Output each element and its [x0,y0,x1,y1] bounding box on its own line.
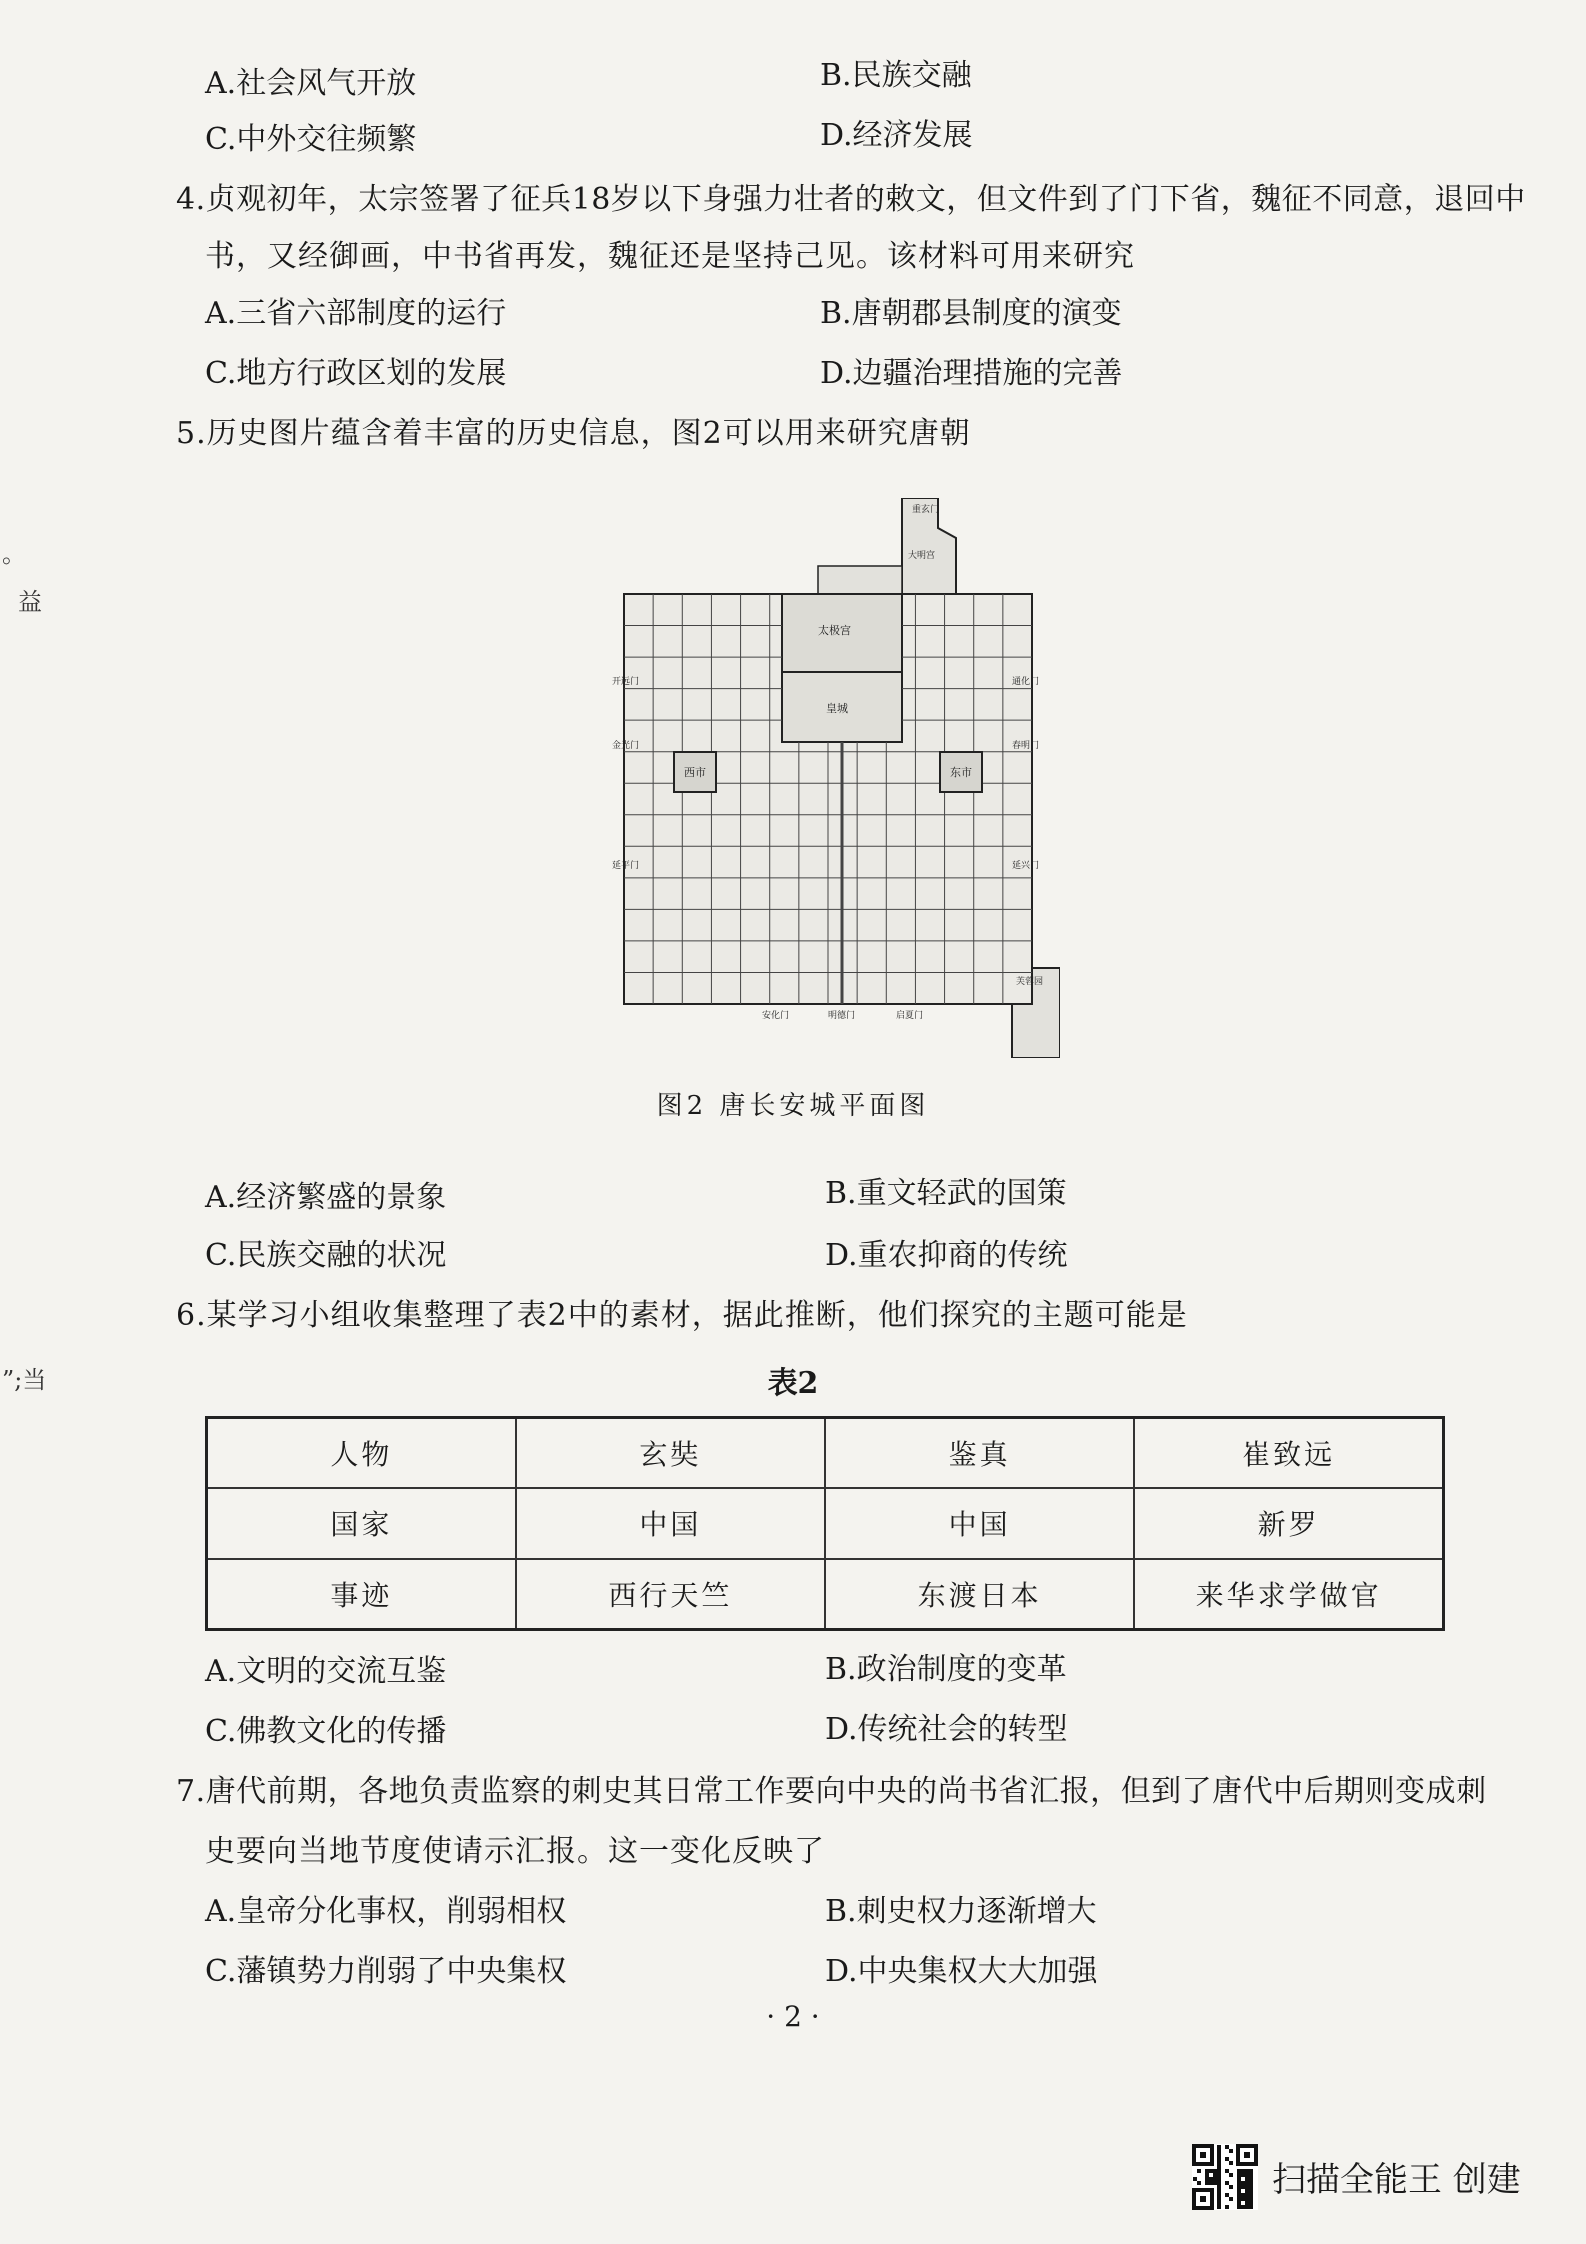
map-label: 金光门 [612,741,640,751]
q7-stem-line2: 史要向当地节度使请示汇报。这一变化反映了 [205,1834,825,1869]
map-label: 东市 [950,766,972,779]
q6-option-d: D.传统社会的转型 [825,1712,1068,1747]
table-cell: 中国 [825,1488,1134,1558]
map-label: 芙蓉园 [1016,977,1044,987]
map-label: 春明门 [1012,741,1040,751]
q4-option-b: B.唐朝郡县制度的演变 [820,296,1122,331]
q4-stem-line1: 4.贞观初年，太宗签署了征兵18岁以下身强力壮者的敕文，但文件到了门下省，魏征不同意，退回中 [176,182,1526,217]
q4-stem-line2: 书，又经御画，中书省再发，魏征还是坚持己见。该材料可用来研究 [205,239,1135,274]
table-cell: 西行天竺 [516,1559,825,1630]
map-label: 延兴门 [1012,861,1040,871]
map-label: 重玄门 [912,505,940,515]
q7-option-a: A.皇帝分化事权，削弱相权 [205,1894,567,1929]
q3-option-a: A.社会风气开放 [205,66,417,101]
map-label: 开远门 [612,677,640,687]
table-cell: 来华求学做官 [1134,1559,1443,1630]
figure-caption: 图2 唐长安城平面图 [656,1091,930,1121]
map-label: 西市 [684,766,706,779]
q6-option-b: B.政治制度的变革 [825,1652,1067,1687]
map-label: 太极宫 [818,624,851,637]
q3-option-d: D.经济发展 [820,118,973,153]
q5-option-d: D.重农抑商的传统 [825,1238,1068,1273]
table-row [207,1488,1444,1558]
map-label: 明德门 [828,1011,856,1021]
table-title: 表2 [767,1366,819,1401]
q7-option-b: B.刺史权力逐渐增大 [825,1894,1097,1929]
q5-option-b: B.重文轻武的国策 [825,1176,1067,1211]
margin-fragment: ”;当 [2,1366,47,1394]
q5-option-c: C.民族交融的状况 [205,1238,447,1273]
map-label: 大明宫 [908,551,936,561]
table-row [207,1418,1444,1489]
table-cell: 事迹 [207,1559,516,1630]
q4-option-c: C.地方行政区划的发展 [205,356,507,391]
q4-option-a: A.三省六部制度的运行 [205,296,507,331]
table-row [207,1559,1444,1630]
margin-fragment: 益 [18,588,42,616]
watermark-text: 扫描全能王 创建 [1272,2160,1521,2200]
map-label: 启夏门 [896,1011,924,1021]
q5-option-a: A.经济繁盛的景象 [205,1180,447,1215]
map-label: 延平门 [612,861,640,871]
table-cell: 国家 [207,1488,516,1558]
materials-table [205,1416,1445,1631]
table-cell: 鉴真 [825,1418,1134,1489]
map-label: 皇城 [826,702,848,715]
map-label: 安化门 [762,1011,790,1021]
page-number: · 2 · [766,2000,820,2033]
q6-stem: 6.某学习小组收集整理了表2中的素材，据此推断，他们探究的主题可能是 [176,1298,1188,1333]
q3-option-c: C.中外交往频繁 [205,122,417,157]
qr-code-icon [1192,2144,1258,2210]
table-cell: 新罗 [1134,1488,1443,1558]
scanner-watermark [1192,2140,1572,2220]
changan-city-plan [612,498,1060,1058]
q6-option-a: A.文明的交流互鉴 [205,1654,447,1689]
q5-stem: 5.历史图片蕴含着丰富的历史信息，图2可以用来研究唐朝 [176,416,971,451]
q6-option-c: C.佛教文化的传播 [205,1714,447,1749]
q3-option-b: B.民族交融 [820,58,972,93]
table-cell: 东渡日本 [825,1559,1134,1630]
table-cell: 人物 [207,1418,516,1489]
margin-fragment: 。 [2,540,26,568]
q4-option-d: D.边疆治理措施的完善 [820,356,1123,391]
q7-option-c: C.藩镇势力削弱了中央集权 [205,1954,567,1989]
q7-stem-line1: 7.唐代前期，各地负责监察的刺史其日常工作要向中央的尚书省汇报，但到了唐代中后期则变成刺 [176,1774,1487,1809]
q7-option-d: D.中央集权大大加强 [825,1954,1098,1989]
table-cell: 崔致远 [1134,1418,1443,1489]
table-cell: 玄奘 [516,1418,825,1489]
table-cell: 中国 [516,1488,825,1558]
map-label: 通化门 [1012,677,1040,687]
